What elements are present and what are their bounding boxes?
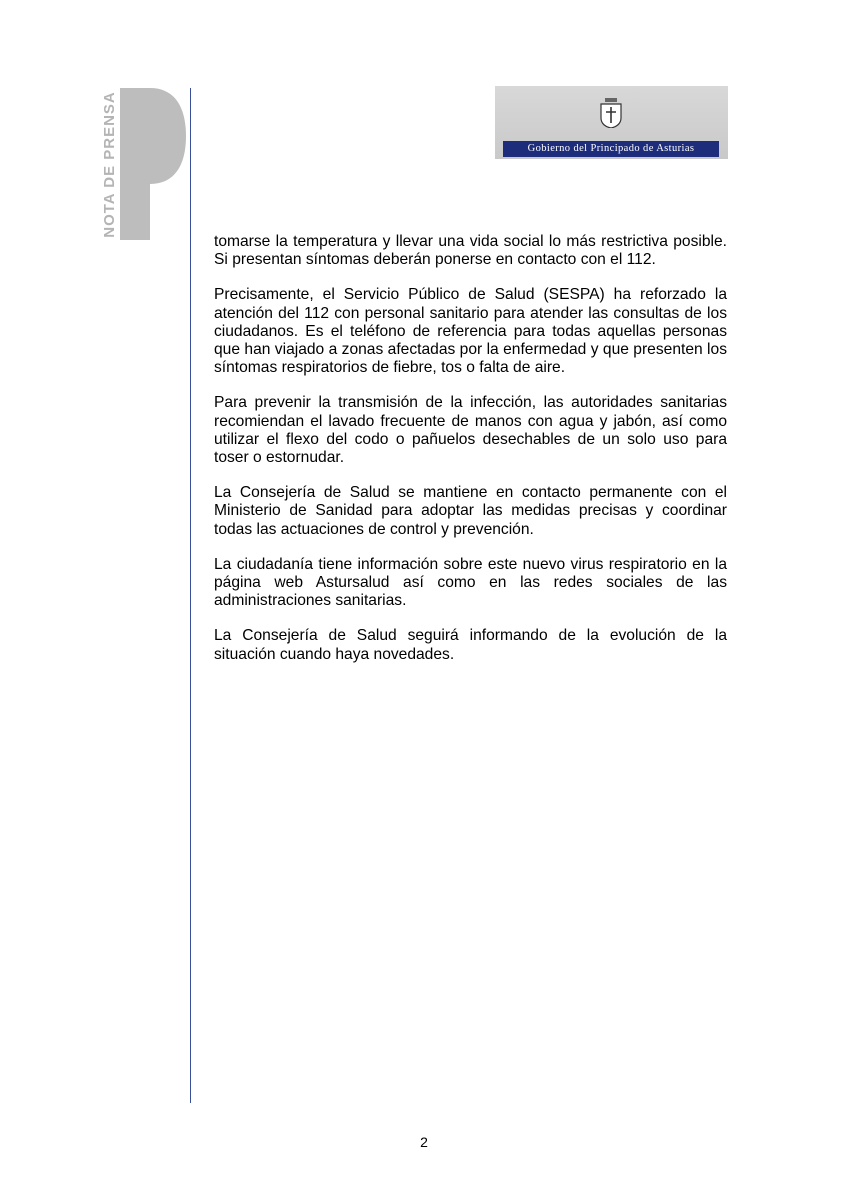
press-release-label (98, 88, 120, 240)
paragraph: Precisamente, el Servicio Público de Salud (SESPA) ha reforzado la atención del 112 con personal sanitario para atender las consultas de los ciudadanos. Es el teléfono de referencia para todas aquellas personas que han viajado a zonas afectadas por la enfermedad y que presenten los síntomas respiratorios de fiebre, tos o falta de aire. (214, 286, 727, 377)
paragraph: Para prevenir la transmisión de la infección, las autoridades sanitarias recomiendan el lavado frecuente de manos con agua y jabón, así como utilizar el flexo del codo o pañuelos desechables de un solo uso para toser o estornudar. (214, 394, 727, 467)
article-body (214, 233, 727, 681)
logo-band: Gobierno del Principado de Asturias (503, 141, 719, 157)
press-release-label-text: NOTA DE PRENSA (100, 90, 118, 238)
paragraph: La ciudadanía tiene información sobre este nuevo virus respiratorio en la página web Astursalud así como en las redes sociales de las administraciones sanitarias. (214, 555, 727, 610)
paragraph: La Consejería de Salud se mantiene en contacto permanente con el Ministerio de Sanidad para adoptar las medidas precisas y coordinar todas las actuaciones de control y prevención. (214, 484, 727, 538)
paragraph: La Consejería de Salud seguirá informando de la evolución de la situación cuando haya novedades. (214, 627, 727, 663)
crest-icon (599, 98, 623, 128)
vertical-rule (190, 88, 191, 1103)
big-p-graphic (120, 88, 186, 240)
government-logo (495, 86, 728, 159)
paragraph: tomarse la temperatura y llevar una vida social lo más restrictiva posible. Si presentan síntomas deberán ponerse en contacto con el 112. (214, 233, 727, 269)
page-number: 2 (420, 1134, 428, 1150)
